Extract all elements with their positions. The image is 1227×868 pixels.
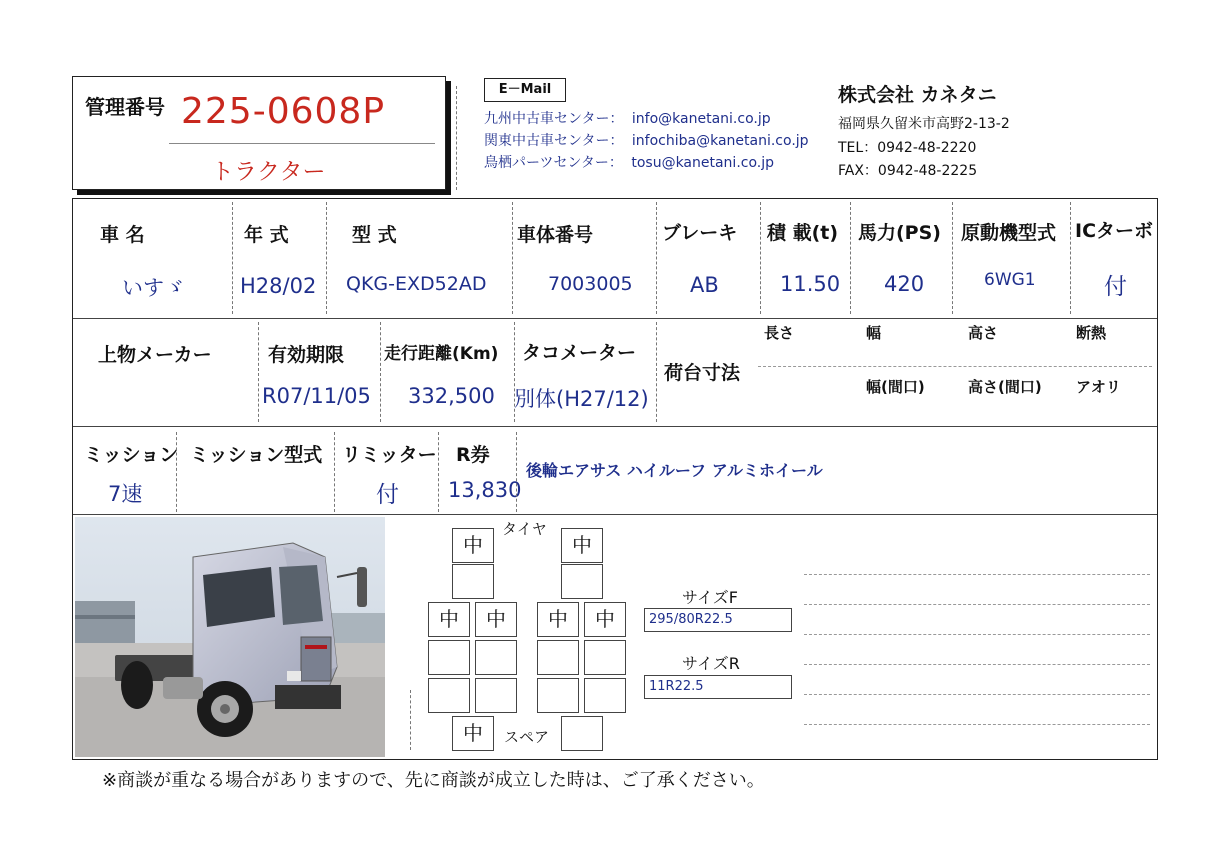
value-name: いすゞ [122, 276, 185, 300]
col-divider [952, 202, 953, 314]
contact-center: 九州中古車センター： [484, 111, 624, 127]
label-width: 幅 [866, 324, 882, 342]
size-f-value: 295/80R22.5 [644, 608, 792, 632]
company-tel: TEL：0942-48-2220 [838, 140, 977, 156]
vehicle-type: トラクター [211, 159, 326, 185]
tire-rear2-left-outer [428, 640, 470, 675]
col-divider [850, 202, 851, 314]
label-mission: ミッション [84, 444, 179, 466]
col-divider [232, 202, 233, 314]
label-hp: 馬力(PS) [858, 222, 941, 244]
bed-size-divider [758, 366, 1152, 367]
value-mission: 7速 [108, 482, 143, 506]
label-height: 高さ [968, 324, 999, 342]
value-mileage: 332,500 [408, 384, 495, 408]
col-divider [176, 432, 177, 512]
size-f-label: サイズF [682, 588, 738, 607]
tire-rear3-left-inner [475, 678, 517, 713]
contact-email[interactable]: tosu@kanetani.co.jp [631, 155, 775, 171]
value-model: QKG-EXD52AD [346, 273, 487, 295]
contact-kyushu [484, 108, 771, 128]
col-divider [1070, 202, 1071, 314]
company-address: 福岡県久留米市高野2-13-2 [838, 116, 1010, 132]
tire-rear1-left-outer: 中 [428, 602, 470, 637]
label-turbo: ICターボ [1075, 220, 1154, 242]
tire-spare-2 [561, 716, 603, 751]
value-expiry: R07/11/05 [262, 384, 371, 408]
label-width-opening: 幅(間口) [866, 378, 925, 396]
label-model: 型 式 [352, 224, 397, 246]
spare-label: スペア [504, 728, 550, 746]
value-hp: 420 [884, 272, 925, 296]
label-name: 車 名 [100, 224, 145, 246]
label-mission-type: ミッション型式 [190, 444, 323, 466]
note-line [804, 664, 1150, 665]
management-label: 管理番号 [85, 95, 165, 119]
tire-rear1-right-inner: 中 [537, 602, 579, 637]
col-divider [438, 432, 439, 512]
contact-tosu [484, 152, 774, 172]
col-divider [326, 202, 327, 314]
col-divider [514, 322, 515, 422]
label-expiry: 有効期限 [268, 344, 345, 366]
col-divider [334, 432, 335, 512]
value-limiter: 付 [376, 482, 399, 508]
footer-note: ※商談が重なる場合がありますので、先に商談が成立した時は、ご了承ください。 [102, 770, 765, 791]
tire-front-left: 中 [452, 528, 494, 563]
col-divider [512, 202, 513, 314]
note-line [804, 604, 1150, 605]
contact-center: 関東中古車センター： [484, 133, 624, 149]
value-turbo: 付 [1104, 274, 1127, 300]
size-r-value: 11R22.5 [644, 675, 792, 699]
row-divider [73, 426, 1157, 427]
tire-rear1-right-outer: 中 [584, 602, 626, 637]
label-length: 長さ [764, 324, 795, 342]
management-number: 225-0608P [181, 91, 386, 132]
tire-front-right: 中 [561, 528, 603, 563]
company-name: 株式会社 カネタニ [838, 84, 997, 106]
label-r-ticket: R券 [456, 444, 490, 466]
label-bed-size: 荷台寸法 [664, 362, 741, 384]
value-engine: 6WG1 [984, 270, 1036, 290]
vehicle-photo [75, 517, 385, 757]
contact-center: 鳥栖パーツセンター： [484, 155, 623, 171]
value-tacho: 別体(H27/12) [514, 387, 649, 411]
col-divider [516, 432, 517, 512]
tire-rear1-left-inner: 中 [475, 602, 517, 637]
value-year: H28/02 [240, 274, 317, 298]
tire-front-right-inner [561, 564, 603, 599]
note-line [804, 694, 1150, 695]
label-chassis: 車体番号 [517, 224, 594, 246]
label-engine: 原動機型式 [961, 222, 1057, 244]
contact-email[interactable]: info@kanetani.co.jp [631, 111, 771, 127]
tire-rear2-right-outer [584, 640, 626, 675]
label-mileage: 走行距離(Km) [384, 344, 499, 364]
tire-label: タイヤ [502, 520, 547, 538]
col-divider [656, 202, 657, 314]
management-divider [169, 143, 435, 144]
value-chassis: 7003005 [548, 273, 633, 295]
label-insulation: 断熱 [1076, 324, 1107, 342]
tire-rear3-right-outer [584, 678, 626, 713]
label-load: 積 載(t) [767, 222, 839, 244]
col-divider [258, 322, 259, 422]
size-r-label: サイズR [682, 654, 740, 673]
contact-kanto [484, 130, 809, 150]
company-fax: FAX：0942-48-2225 [838, 163, 978, 179]
tire-rear3-left-outer [428, 678, 470, 713]
col-divider [656, 322, 657, 422]
email-label-box [484, 78, 566, 102]
value-r-ticket: 13,830 [448, 478, 522, 502]
col-divider [380, 322, 381, 422]
tire-rear3-right-inner [537, 678, 579, 713]
row-divider [73, 514, 1157, 515]
email-label: E－Mail [498, 82, 552, 97]
row-divider [73, 318, 1157, 319]
notes: 後輪エアサス ハイルーフ アルミホイール [526, 461, 823, 480]
label-side-gate: アオリ [1076, 378, 1121, 396]
label-year: 年 式 [244, 224, 289, 246]
label-height-opening: 高さ(間口) [968, 378, 1042, 396]
value-load: 11.50 [780, 272, 841, 296]
email-divider [456, 86, 457, 190]
tire-rear2-right-inner [537, 640, 579, 675]
note-line [804, 724, 1150, 725]
tire-front-left-inner [452, 564, 494, 599]
tire-rear2-left-inner [475, 640, 517, 675]
contact-email[interactable]: infochiba@kanetani.co.jp [631, 133, 809, 149]
photo-divider [410, 690, 411, 750]
label-tacho: タコメーター [522, 342, 637, 364]
tire-spare: 中 [452, 716, 494, 751]
note-line [804, 574, 1150, 575]
note-line [804, 634, 1150, 635]
management-box [72, 76, 446, 190]
label-brake: ブレーキ [662, 222, 738, 244]
col-divider [760, 202, 761, 314]
label-limiter: リミッター [342, 444, 437, 466]
label-body-maker: 上物メーカー [98, 344, 212, 366]
value-brake: AB [690, 273, 719, 297]
